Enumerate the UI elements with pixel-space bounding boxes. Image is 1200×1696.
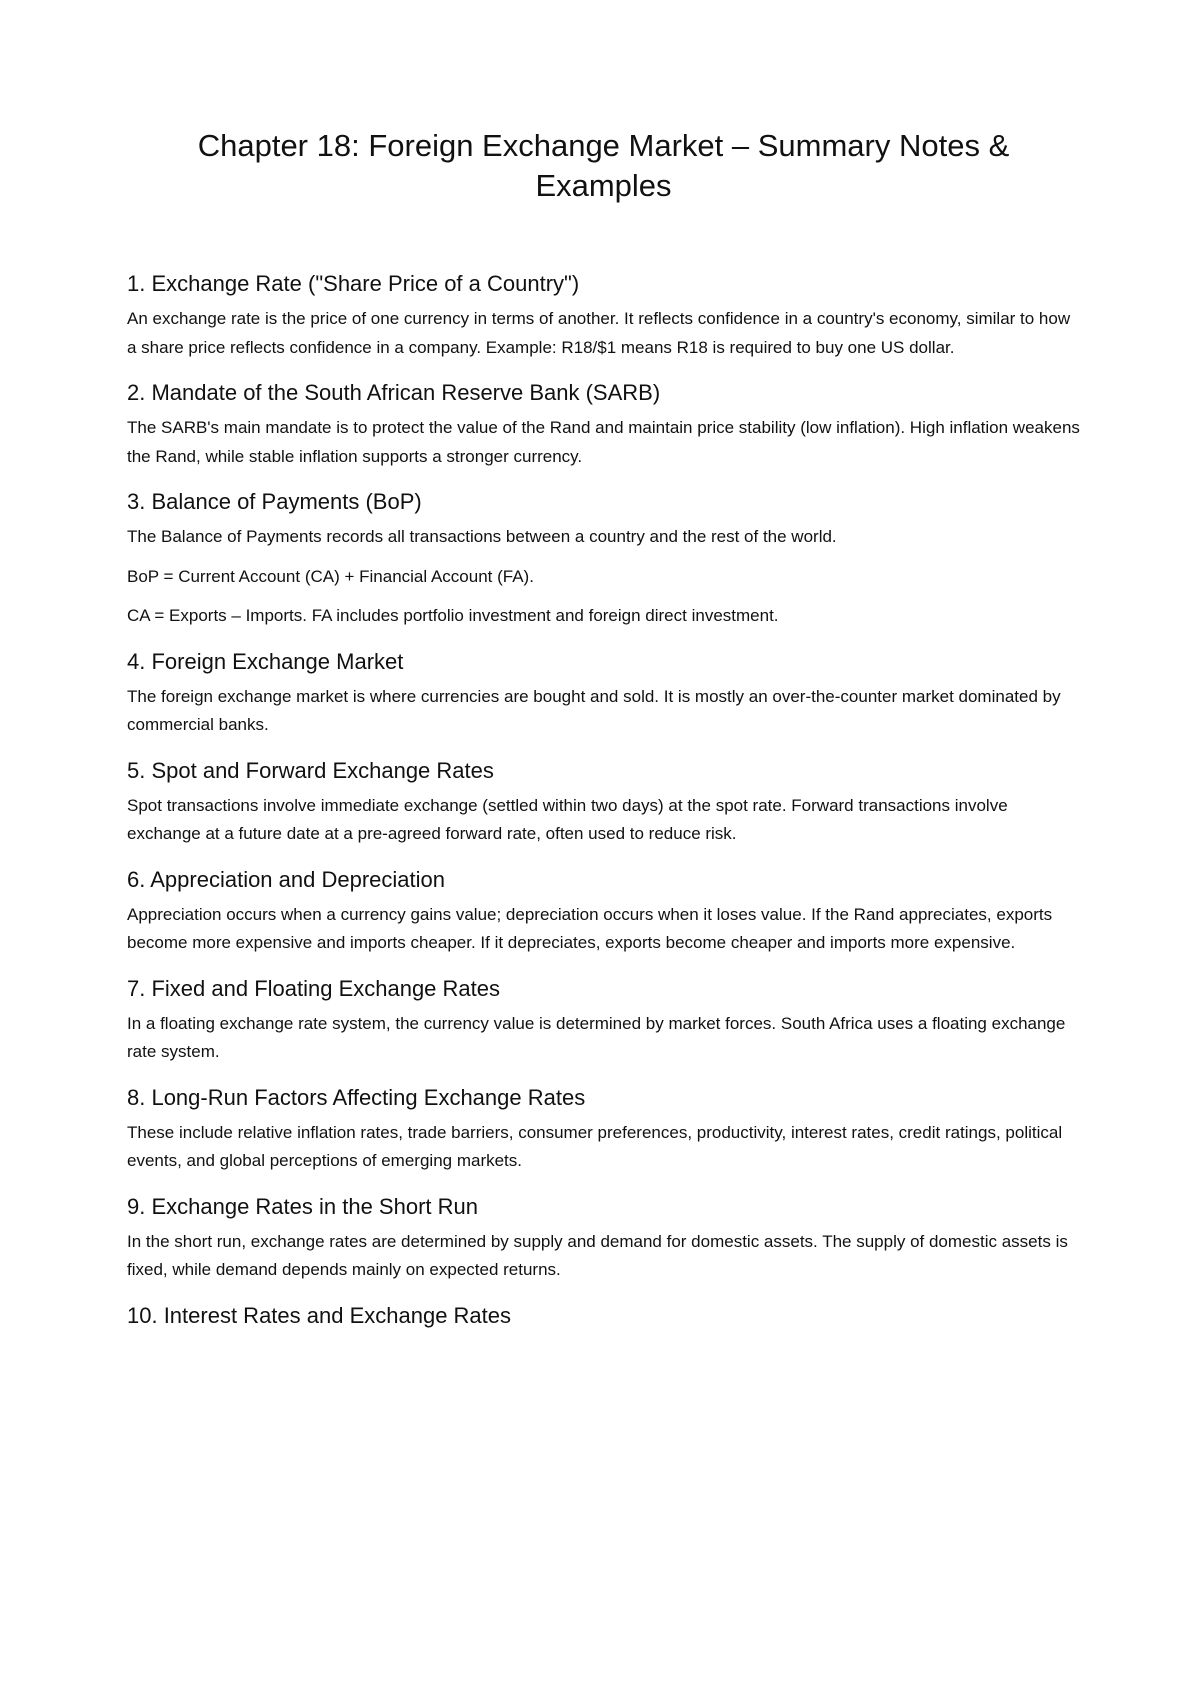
section-paragraph: In a floating exchange rate system, the currency value is determined by market forces. South Africa uses a floating exchange rate system.	[127, 1013, 1066, 1061]
section-paragraph: Spot transactions involve immediate exchange (settled within two days) at the spot rate. Forward transactions involve exchange at a future date at a pre-agreed forward rate, often used to reduce risk.	[127, 795, 1008, 843]
section-balance-of-payments	[127, 488, 1080, 631]
section-heading: 6. Appreciation and Depreciation	[127, 866, 445, 892]
section-fixed-floating-rates	[127, 975, 1080, 1067]
section-appreciation-depreciation	[127, 866, 1080, 958]
section-paragraph: The foreign exchange market is where currencies are bought and sold. It is mostly an over-the-counter market dominated by commercial banks.	[127, 686, 1061, 734]
section-heading: 4. Foreign Exchange Market	[127, 648, 404, 674]
section-heading: 1. Exchange Rate ("Share Price of a Country")	[127, 271, 580, 296]
section-exchange-rate	[127, 270, 1080, 362]
section-heading: 2. Mandate of the South African Reserve Bank (SARB)	[127, 380, 661, 405]
section-paragraph: Appreciation occurs when a currency gains value; depreciation occurs when it loses value. If the Rand appreciates, exports become more expensive and imports cheaper. If it depreciates, exports become cheaper and imports more expensive.	[127, 904, 1053, 952]
section-heading: 5. Spot and Forward Exchange Rates	[127, 757, 494, 783]
section-interest-rates	[127, 1302, 1080, 1330]
section-paragraph: The Balance of Payments records all transactions between a country and the rest of the world.	[127, 527, 837, 546]
section-long-run-factors	[127, 1084, 1080, 1176]
section-short-run-rates	[127, 1193, 1080, 1285]
section-spot-forward-rates	[127, 757, 1080, 849]
section-heading: 8. Long-Run Factors Affecting Exchange Rates	[127, 1084, 586, 1110]
section-paragraph: An exchange rate is the price of one currency in terms of another. It reflects confidence in a country's economy, similar to how a share price reflects confidence in a company. Example: R18/$1 means R18 is required to buy one US dollar.	[127, 309, 1071, 357]
section-heading: 3. Balance of Payments (BoP)	[127, 489, 422, 514]
document-title: Chapter 18: Foreign Exchange Market – Summary Notes & Examples	[197, 128, 1010, 203]
section-heading: 9. Exchange Rates in the Short Run	[127, 1193, 478, 1219]
section-paragraph: The SARB's main mandate is to protect the value of the Rand and maintain price stability (low inflation). High inflation weakens the Rand, while stable inflation supports a stronger currency.	[127, 418, 1080, 466]
section-heading: 10. Interest Rates and Exchange Rates	[127, 1302, 512, 1328]
section-heading: 7. Fixed and Floating Exchange Rates	[127, 975, 501, 1001]
section-foreign-exchange-market	[127, 648, 1080, 740]
section-paragraph: These include relative inflation rates, trade barriers, consumer preferences, productivity, interest rates, credit ratings, political events, and global perceptions of emerging markets.	[127, 1122, 1063, 1170]
section-paragraph: In the short run, exchange rates are determined by supply and demand for domestic assets. The supply of domestic assets is fixed, while demand depends mainly on expected returns.	[127, 1231, 1068, 1279]
section-sarb-mandate	[127, 379, 1080, 471]
section-paragraph: CA = Exports – Imports. FA includes portfolio investment and foreign direct investment.	[127, 606, 779, 625]
section-paragraph: BoP = Current Account (CA) + Financial Account (FA).	[127, 566, 534, 586]
